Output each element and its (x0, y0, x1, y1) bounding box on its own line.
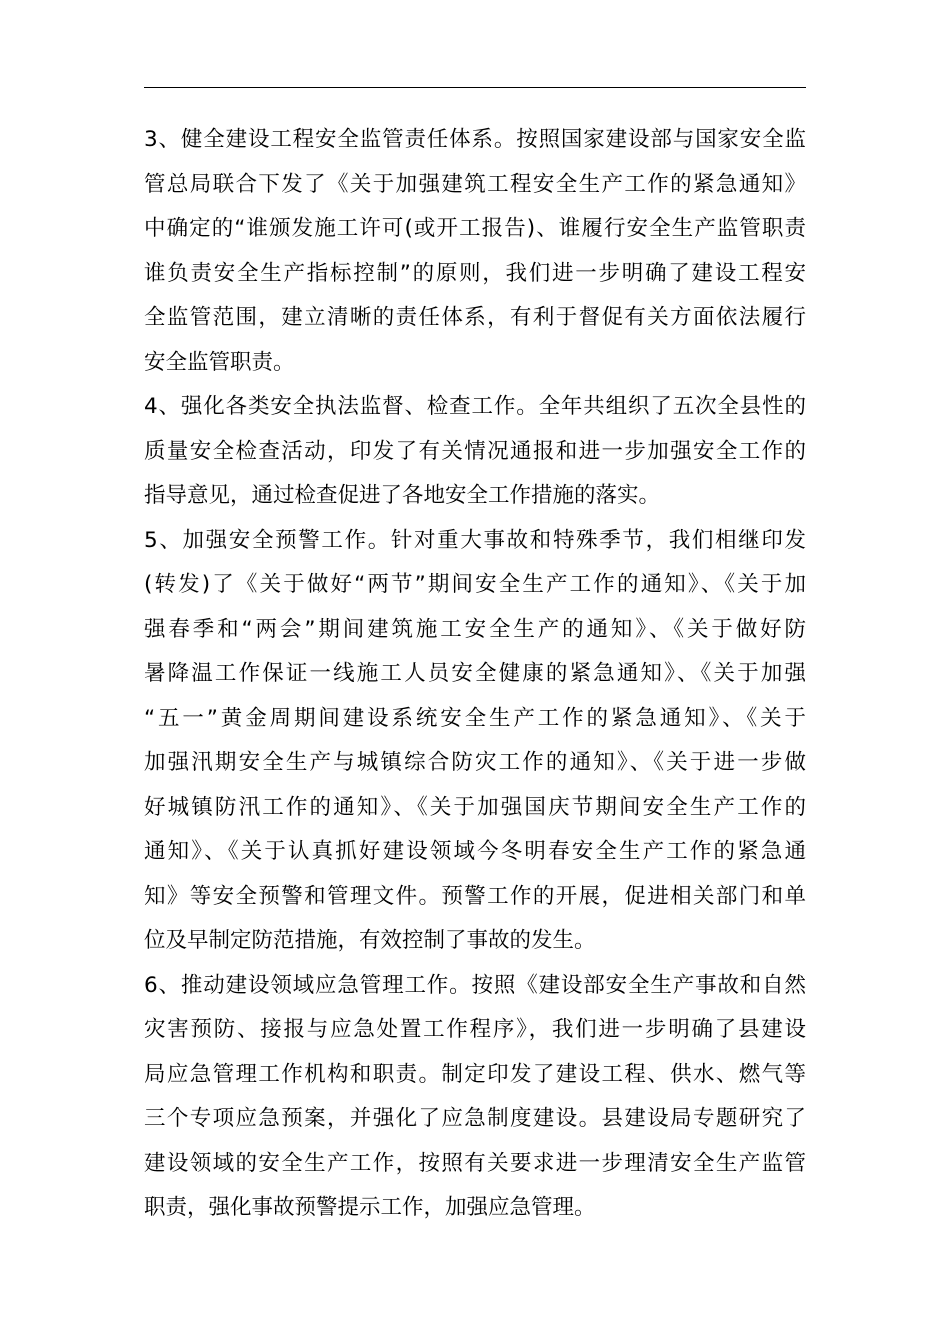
paragraph-line: 通知》、《关于认真抓好建设领域今冬明春安全生产工作的紧急通 (144, 839, 806, 864)
paragraph-line: 局应急管理工作机构和职责。制定印发了建设工程、供水、燃气等 (144, 1061, 806, 1087)
paragraph-line: 5、加强安全预警工作。针对重大事故和特殊季节，我们相继印发 (144, 527, 806, 553)
paragraph-line: “五一”黄金周期间建设系统安全生产工作的紧急通知》、《关于 (144, 705, 806, 731)
paragraph-line: 加强汛期安全生产与城镇综合防灾工作的通知》、《关于进一步做 (144, 750, 806, 775)
paragraph-line: 4、强化各类安全执法监督、检查工作。全年共组织了五次全县性的 (144, 394, 806, 419)
paragraph-line: 安全监管职责。 (144, 349, 295, 375)
paragraph-line: (转发)了《关于做好“两节”期间安全生产工作的通知》、《关于加 (144, 572, 806, 597)
paragraph-line: 知》等安全预警和管理文件。预警工作的开展，促进相关部门和单 (144, 883, 806, 909)
paragraph-line: 灾害预防、接报与应急处置工作程序》，我们进一步明确了县建设 (144, 1017, 806, 1042)
header-rule (144, 87, 806, 88)
paragraph-4 (144, 385, 806, 519)
document-body (144, 118, 806, 1231)
paragraph-line: 指导意见，通过检查促进了各地安全工作措施的落实。 (144, 483, 661, 508)
paragraph-line: 质量安全检查活动，印发了有关情况通报和进一步加强安全工作的 (144, 438, 806, 464)
paragraph-line: 6、推动建设领域应急管理工作。按照《建设部安全生产事故和自然 (144, 972, 806, 998)
paragraph-6 (144, 964, 806, 1231)
paragraph-line: 3、健全建设工程安全监管责任体系。按照国家建设部与国家安全监 (144, 127, 806, 152)
paragraph-line: 暑降温工作保证一线施工人员安全健康的紧急通知》、《关于加强 (144, 661, 806, 686)
paragraph-line: 中确定的“谁颁发施工许可(或开工报告)、谁履行安全生产监管职责 (144, 216, 806, 241)
paragraph-line: 好城镇防汛工作的通知》、《关于加强国庆节期间安全生产工作的 (144, 794, 806, 820)
paragraph-line: 强春季和“两会”期间建筑施工安全生产的通知》、《关于做好防 (144, 616, 806, 642)
paragraph-5 (144, 519, 806, 964)
paragraph-line: 三个专项应急预案，并强化了应急制度建设。县建设局专题研究了 (144, 1106, 806, 1131)
paragraph-line: 职责，强化事故预警提示工作，加强应急管理。 (144, 1195, 596, 1220)
paragraph-line: 全监管范围，建立清晰的责任体系，有利于督促有关方面依法履行 (144, 305, 806, 330)
paragraph-line: 管总局联合下发了《关于加强建筑工程安全生产工作的紧急通知》 (144, 171, 806, 197)
paragraph-3 (144, 118, 806, 385)
paragraph-line: 建设领域的安全生产工作，按照有关要求进一步理清安全生产监管 (144, 1150, 806, 1176)
paragraph-line: 谁负责安全生产指标控制”的原则，我们进一步明确了建设工程安 (144, 260, 806, 286)
paragraph-line: 位及早制定防范措施，有效控制了事故的发生。 (144, 928, 596, 953)
